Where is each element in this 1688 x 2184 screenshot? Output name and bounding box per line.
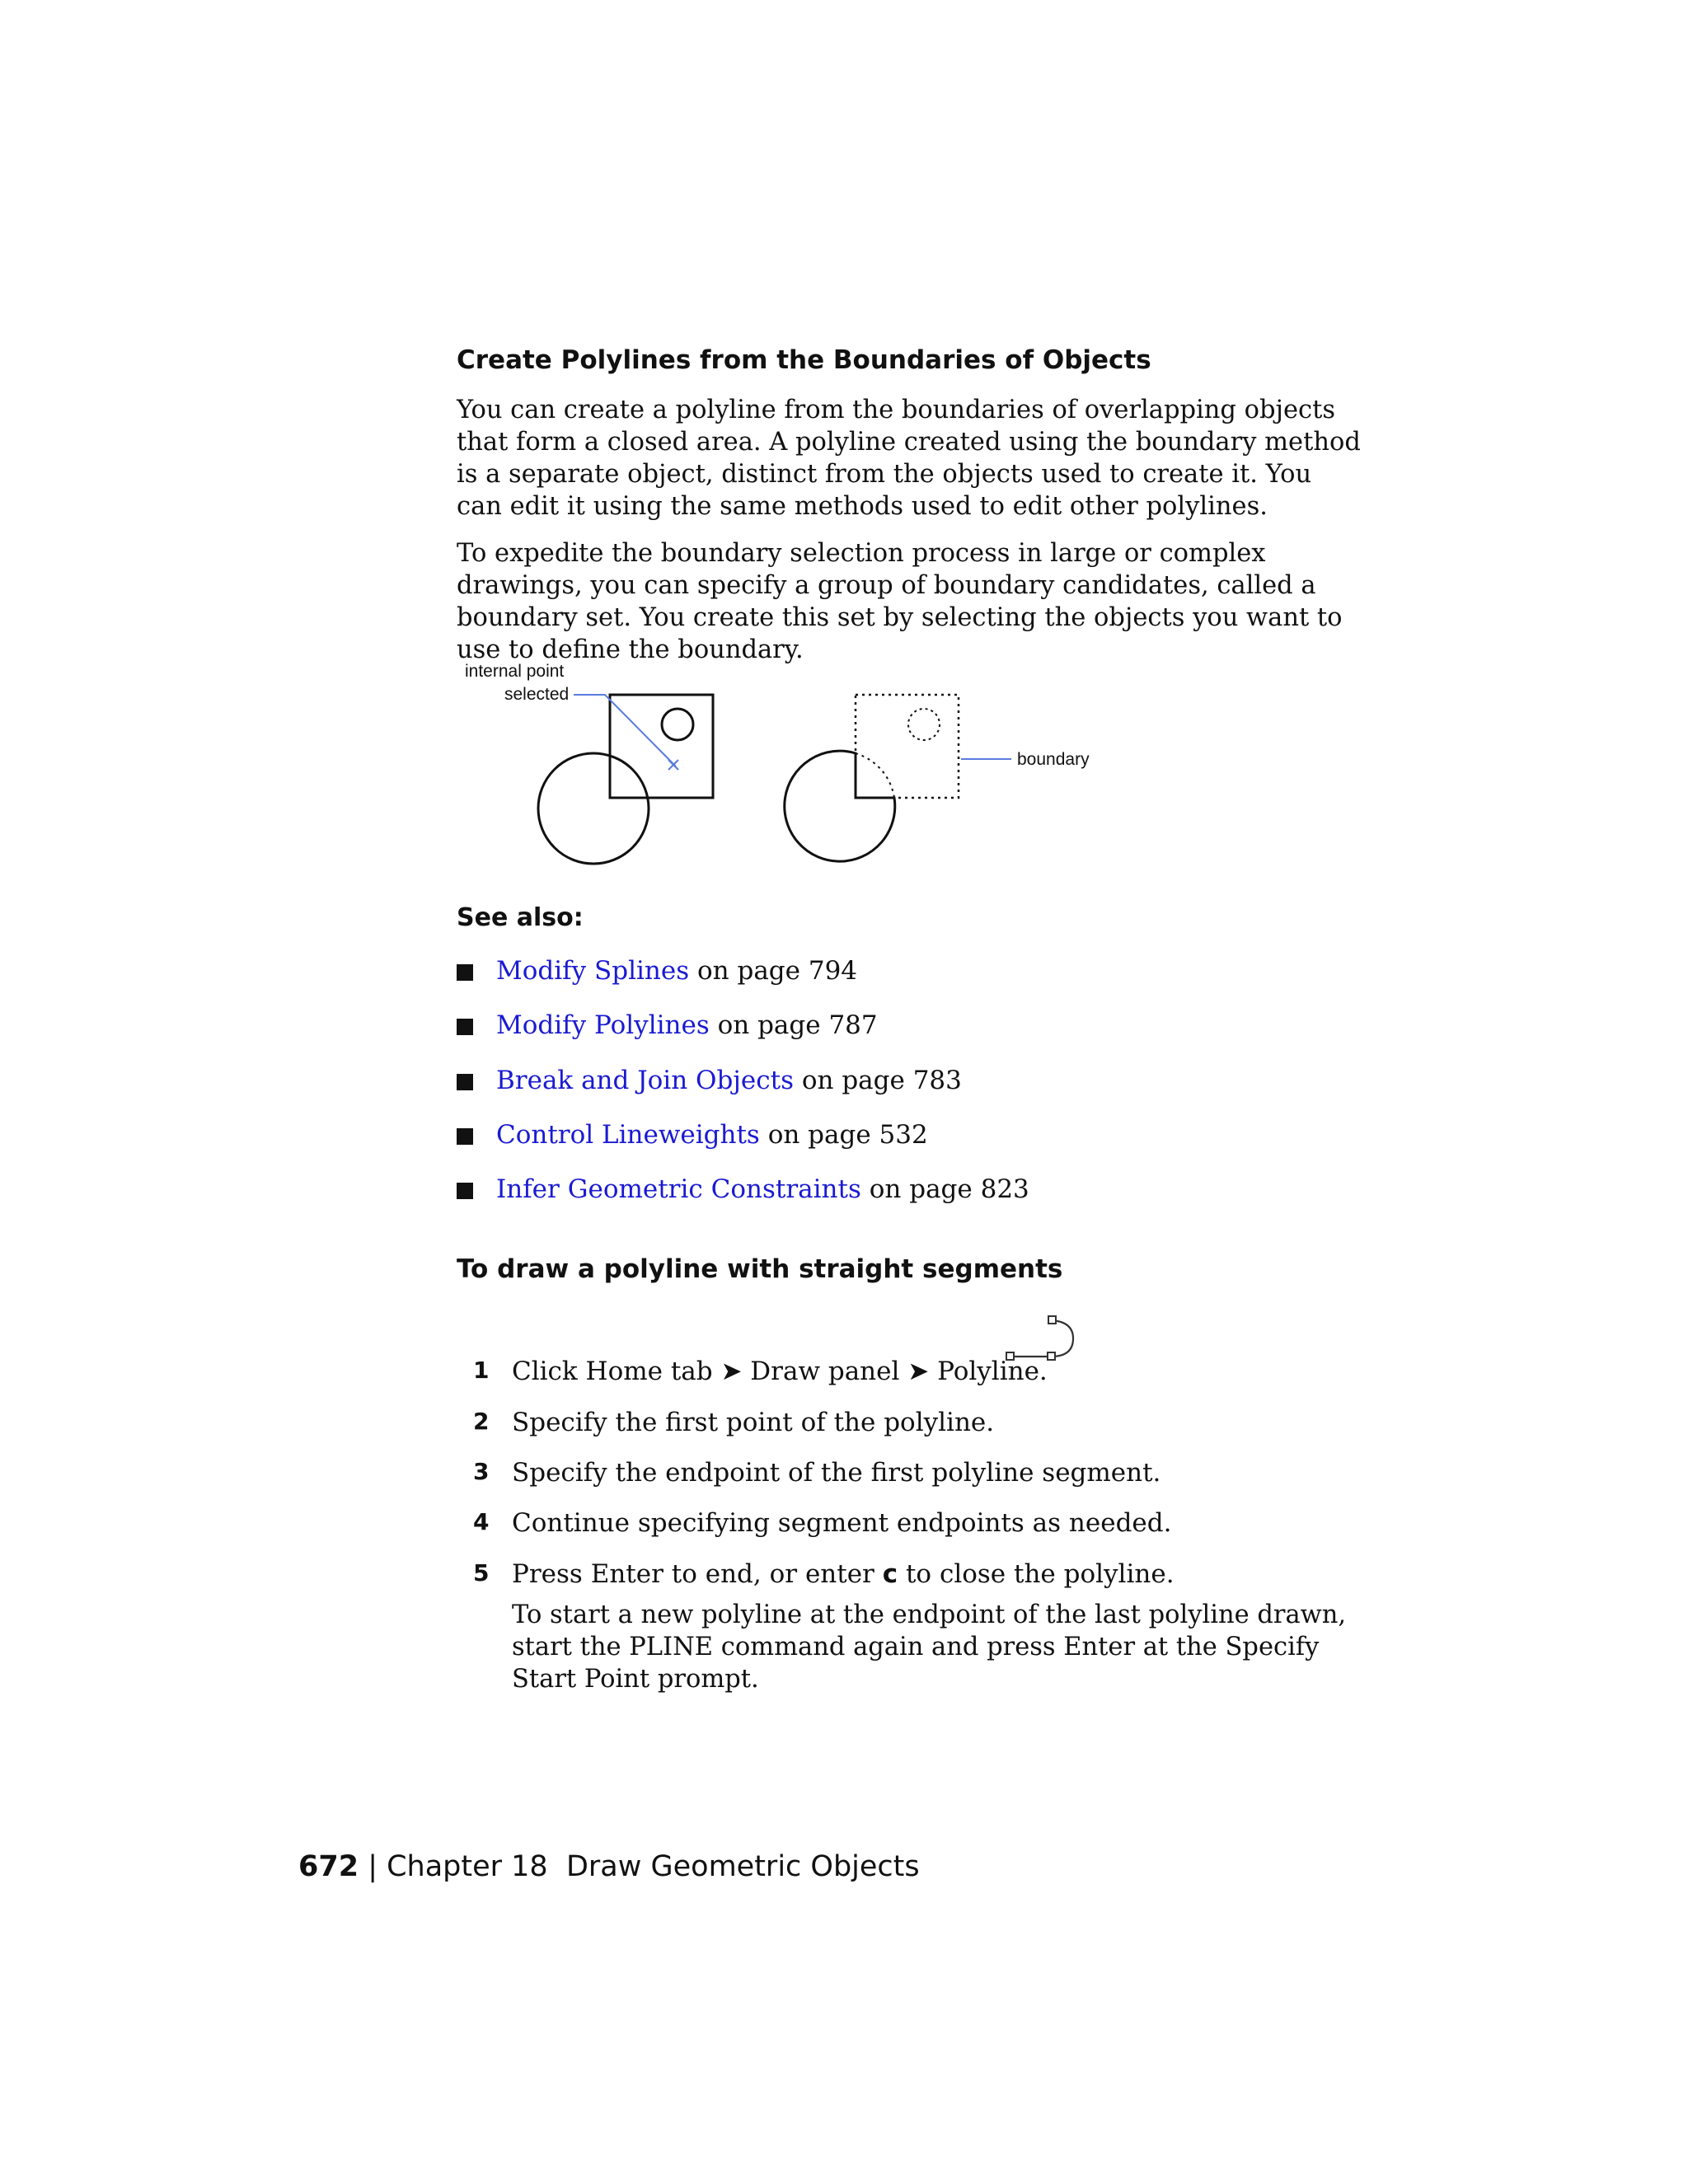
figure-label-internal-point: internal point [465, 662, 565, 681]
left-square [610, 695, 713, 798]
step-text [512, 1559, 1175, 1589]
step-text: Click Home tab ➤ Draw panel ➤ Polyline. [512, 1357, 1048, 1386]
left-drawing [538, 695, 713, 864]
step-text-before: Press Enter to end, or enter [512, 1559, 883, 1589]
see-also-link[interactable]: Modify Splines [496, 956, 690, 986]
paragraph-2: To expedite the boundary selection process in large or complex drawings, you can specify a group of boundary candidates, called a boundary set. You create this set by selecting the objects you want to use to define the boundary. [457, 539, 1343, 664]
left-small-circle [662, 709, 693, 740]
bullet-square-icon [457, 1183, 473, 1199]
section-heading: Create Polylines from the Boundaries of Objects [457, 345, 1151, 375]
paragraph-1: You can create a polyline from the boundaries of overlapping objects that form a closed area. A polyline created using the boundary method is a separate object, distinct from the objects used to create it. You can edit it using the same methods used to edit other polylines. [457, 396, 1361, 521]
step-number: 5 [473, 1559, 490, 1586]
chapter-label: Chapter 18 [387, 1850, 548, 1883]
see-also-link[interactable]: Modify Polylines [496, 1010, 710, 1040]
step-note: To start a new polyline at the endpoint of the last polyline drawn, start the PLINE command again and press Enter at the Specify Start Point prompt. [512, 1601, 1347, 1694]
step-text-command: c [882, 1559, 898, 1589]
page-reference: on page 794 [689, 956, 858, 986]
footer-separator: | [359, 1850, 387, 1883]
step-number: 3 [473, 1458, 490, 1485]
step-text: Specify the first point of the polyline. [512, 1408, 995, 1437]
see-also-link[interactable]: Control Lineweights [496, 1120, 760, 1150]
page-number: 672 [298, 1850, 359, 1883]
figure-label-boundary: boundary [1017, 750, 1090, 769]
boundary-dotted-arc [856, 753, 894, 798]
bullet-square-icon [457, 1128, 473, 1145]
step-text: Specify the endpoint of the first polyline segment. [512, 1458, 1161, 1488]
left-large-circle [538, 753, 649, 864]
boundary-figure [457, 656, 1116, 872]
right-square-dotted [856, 695, 959, 798]
chapter-title: Draw Geometric Objects [565, 1850, 920, 1883]
bullet-square-icon [457, 1019, 473, 1035]
page-reference: on page 787 [709, 1010, 878, 1040]
page-reference: on page 823 [860, 1174, 1029, 1204]
right-drawing [785, 695, 1011, 861]
see-also-link[interactable]: Break and Join Objects [496, 1066, 794, 1095]
figure-label-selected: selected [504, 685, 570, 704]
page-footer [298, 1850, 920, 1883]
page-reference: on page 532 [759, 1120, 928, 1150]
step-number: 2 [473, 1408, 490, 1435]
step-text-after: to close the polyline. [898, 1559, 1175, 1589]
right-small-circle-dotted [908, 709, 940, 740]
bullet-square-icon [457, 1074, 473, 1090]
step-number: 4 [473, 1508, 490, 1535]
see-also-link[interactable]: Infer Geometric Constraints [496, 1174, 861, 1204]
procedure-heading: To draw a polyline with straight segments [457, 1254, 1063, 1284]
page-reference: on page 783 [793, 1066, 962, 1095]
bullet-square-icon [457, 964, 473, 981]
see-also-heading: See also: [457, 903, 584, 932]
step-text: Continue specifying segment endpoints as needed. [512, 1508, 1172, 1538]
step-number: 1 [473, 1357, 490, 1384]
